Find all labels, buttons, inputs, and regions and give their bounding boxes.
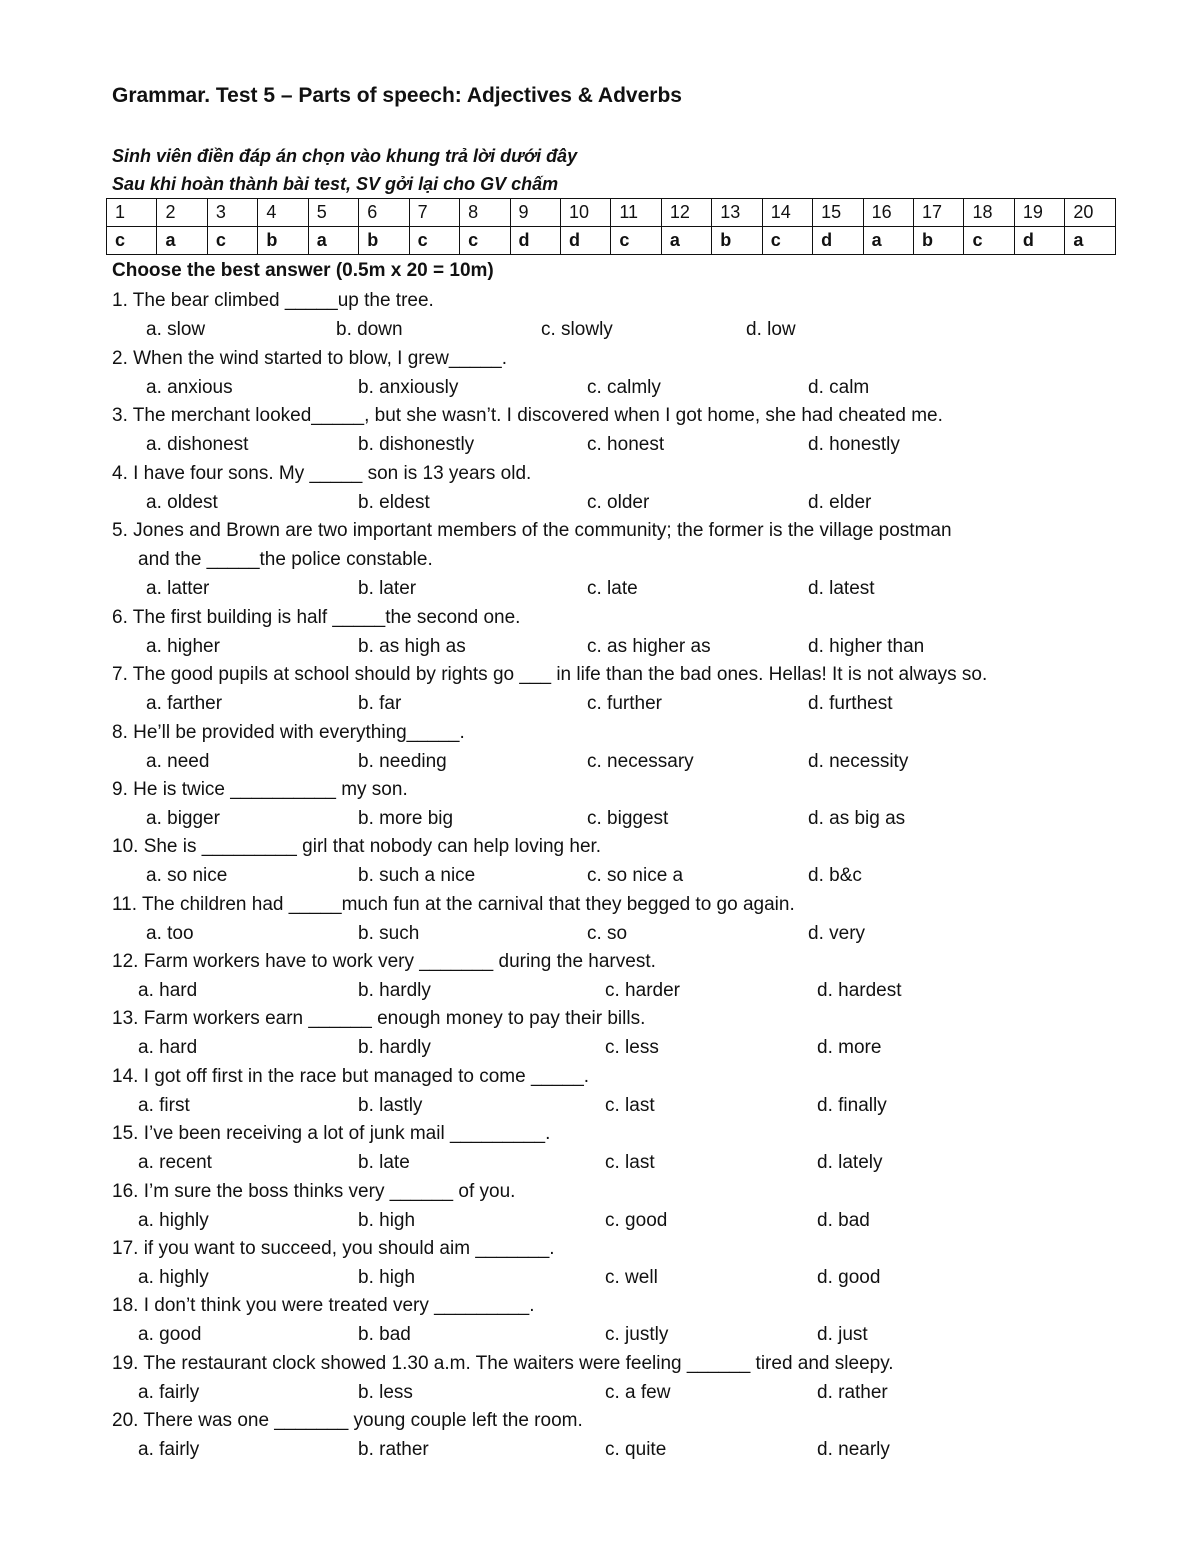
question-16-option-d[interactable]: d. bad [817,1209,870,1231]
question-19-option-d[interactable]: d. rather [817,1381,888,1403]
question-19-stem: 19. The restaurant clock showed 1.30 a.m. The waiters were feeling ______ tired and sleepy. [112,1353,894,1374]
question-7-option-c[interactable]: c. further [587,692,662,714]
question-14-option-b[interactable]: b. lastly [358,1094,423,1116]
answer-table-answer-cell: d [560,227,610,255]
question-20-option-c[interactable]: c. quite [605,1438,667,1460]
question-9-option-b[interactable]: b. more big [358,807,454,829]
answer-table-number-cell: 20 [1065,199,1116,227]
question-5-option-a[interactable]: a. latter [146,577,210,599]
answer-table-number-cell: 13 [712,199,762,227]
question-12-option-a[interactable]: a. hard [138,979,198,1001]
answer-table-answer-cell: c [409,227,459,255]
answer-table-answer-cell: b [359,227,409,255]
question-16-option-b[interactable]: b. high [358,1209,416,1231]
question-3-option-d[interactable]: d. honestly [808,433,900,455]
answer-table-answer-cell: b [914,227,964,255]
question-1-stem: 1. The bear climbed _____up the tree. [112,290,434,311]
question-13-stem: 13. Farm workers earn ______ enough money to pay their bills. [112,1008,646,1029]
question-13-option-c[interactable]: c. less [605,1036,659,1058]
question-4-stem: 4. I have four sons. My _____ son is 13 years old. [112,463,532,484]
answer-table-number-row [107,199,1116,227]
answer-table-answer-cell: d [1014,227,1064,255]
answer-table-answer-cell: c [207,227,257,255]
question-5-option-d[interactable]: d. latest [808,577,875,599]
question-9-option-a[interactable]: a. bigger [146,807,220,829]
question-12-option-c[interactable]: c. harder [605,979,680,1001]
page-title: Grammar. Test 5 – Parts of speech: Adjectives & Adverbs [112,84,682,107]
question-6-stem: 6. The first building is half _____the second one. [112,607,521,628]
question-2-option-a[interactable]: a. anxious [146,376,233,398]
answer-table-number-cell: 10 [560,199,610,227]
question-13-option-a[interactable]: a. hard [138,1036,198,1058]
question-20-option-d[interactable]: d. nearly [817,1438,890,1460]
question-17-option-a[interactable]: a. highly [138,1266,209,1288]
question-4-option-d[interactable]: d. elder [808,491,872,513]
question-3-option-c[interactable]: c. honest [587,433,665,455]
question-2-option-c[interactable]: c. calmly [587,376,661,398]
question-11-option-b[interactable]: b. such [358,922,420,944]
question-3-option-b[interactable]: b. dishonestly [358,433,475,455]
question-1-option-d[interactable]: d. low [746,318,796,340]
question-14-option-d[interactable]: d. finally [817,1094,887,1116]
question-6-option-a[interactable]: a. higher [146,635,220,657]
answer-table-number-cell: 16 [863,199,913,227]
question-18-option-c[interactable]: c. justly [605,1323,669,1345]
question-10-option-c[interactable]: c. so nice a [587,864,684,886]
answer-table-answer-cell: a [308,227,358,255]
question-14-option-a[interactable]: a. first [138,1094,190,1116]
answer-table-answer-cell: b [712,227,762,255]
question-5-stem-continued: and the _____the police constable. [138,548,433,570]
answer-table-number-cell: 3 [207,199,257,227]
question-5-option-b[interactable]: b. later [358,577,417,599]
question-8-option-d[interactable]: d. necessity [808,750,909,772]
question-8-option-c[interactable]: c. necessary [587,750,694,772]
answer-table-answer-cell: a [157,227,207,255]
instruction-line-2: Sau khi hoàn thành bài test, SV gởi lại cho GV chấm [112,174,559,194]
question-17-stem: 17. if you want to succeed, you should aim _______. [112,1238,555,1259]
question-7-stem: 7. The good pupils at school should by rights go ___ in life than the bad ones. Hellas! It is not always so. [112,664,988,685]
question-6-option-c[interactable]: c. as higher as [587,635,711,657]
question-19-option-c[interactable]: c. a few [605,1381,671,1403]
question-7-option-a[interactable]: a. farther [146,692,223,714]
question-16-option-c[interactable]: c. good [605,1209,668,1231]
question-4-option-a[interactable]: a. oldest [146,491,218,513]
question-2-option-b[interactable]: b. anxiously [358,376,459,398]
question-3-stem: 3. The merchant looked_____, but she wasn’t. I discovered when I got home, she had cheated me. [112,405,943,426]
answer-table-answer-cell: c [107,227,157,255]
question-15-stem: 15. I’ve been receiving a lot of junk mail _________. [112,1123,551,1144]
question-3-option-a[interactable]: a. dishonest [146,433,249,455]
question-10-option-d[interactable]: d. b&c [808,864,862,886]
question-6-option-d[interactable]: d. higher than [808,635,925,657]
question-13-option-b[interactable]: b. hardly [358,1036,431,1058]
question-15-option-c[interactable]: c. last [605,1151,655,1173]
answer-table-number-cell: 8 [460,199,510,227]
answer-table-number-cell: 4 [258,199,308,227]
question-10-stem: 10. She is _________ girl that nobody can help loving her. [112,836,602,857]
question-9-option-c[interactable]: c. biggest [587,807,669,829]
question-15-option-d[interactable]: d. lately [817,1151,883,1173]
question-12-option-d[interactable]: d. hardest [817,979,902,1001]
answer-table-number-cell: 12 [661,199,711,227]
question-18-option-d[interactable]: d. just [817,1323,868,1345]
question-4-option-b[interactable]: b. eldest [358,491,430,513]
question-14-option-c[interactable]: c. last [605,1094,655,1116]
question-11-option-c[interactable]: c. so [587,922,628,944]
question-13-option-d[interactable]: d. more [817,1036,882,1058]
question-9-stem: 9. He is twice __________ my son. [112,779,408,800]
answer-table-answer-cell: d [813,227,863,255]
answer-table-number-cell: 15 [813,199,863,227]
question-1-option-c[interactable]: c. slowly [541,318,613,340]
question-2-option-d[interactable]: d. calm [808,376,870,398]
question-1-option-a[interactable]: a. slow [146,318,206,340]
question-12-stem: 12. Farm workers have to work very _______ during the harvest. [112,951,656,972]
question-5-stem: 5. Jones and Brown are two important members of the community; the former is the village postman [112,520,952,541]
question-12-option-b[interactable]: b. hardly [358,979,431,1001]
question-7-option-d[interactable]: d. furthest [808,692,893,714]
question-6-option-b[interactable]: b. as high as [358,635,466,657]
question-10-option-a[interactable]: a. so nice [146,864,228,886]
question-5-option-c[interactable]: c. late [587,577,638,599]
question-8-option-a[interactable]: a. need [146,750,210,772]
answer-table-number-cell: 19 [1014,199,1064,227]
question-20-option-b[interactable]: b. rather [358,1438,429,1460]
question-20-stem: 20. There was one _______ young couple left the room. [112,1410,583,1431]
answer-table-number-cell: 18 [964,199,1014,227]
question-15-option-b[interactable]: b. late [358,1151,410,1173]
question-16-option-a[interactable]: a. highly [138,1209,209,1231]
answer-table-number-cell: 9 [510,199,560,227]
answer-table-number-cell: 5 [308,199,358,227]
answer-table-answer-cell: a [863,227,913,255]
question-17-option-b[interactable]: b. high [358,1266,416,1288]
question-4-option-c[interactable]: c. older [587,491,650,513]
question-19-option-b[interactable]: b. less [358,1381,413,1403]
answer-table [106,198,1116,255]
answer-table-number-cell: 1 [107,199,157,227]
question-18-stem: 18. I don’t think you were treated very _________. [112,1295,535,1316]
answer-table-number-cell: 6 [359,199,409,227]
question-1-option-b[interactable]: b. down [336,318,403,340]
question-10-option-b[interactable]: b. such a nice [358,864,476,886]
question-19-option-a[interactable]: a. fairly [138,1381,200,1403]
answer-table-answer-cell: a [661,227,711,255]
question-17-option-c[interactable]: c. well [605,1266,658,1288]
question-11-stem: 11. The children had _____much fun at the carnival that they begged to go again. [112,894,795,915]
instruction-line-1: Sinh viên điền đáp án chọn vào khung trả lời dưới đây [112,146,578,166]
question-17-option-d[interactable]: d. good [817,1266,881,1288]
answer-table-number-cell: 14 [762,199,812,227]
question-20-option-a[interactable]: a. fairly [138,1438,200,1460]
question-8-stem: 8. He’ll be provided with everything_____. [112,722,465,743]
answer-table-answer-cell: d [510,227,560,255]
question-7-option-b[interactable]: b. far [358,692,402,714]
question-11-option-a[interactable]: a. too [146,922,194,944]
answer-table-answer-cell: c [611,227,661,255]
answer-table-number-cell: 7 [409,199,459,227]
question-18-option-a[interactable]: a. good [138,1323,202,1345]
question-8-option-b[interactable]: b. needing [358,750,447,772]
answer-table-answer-row [107,227,1116,255]
question-15-option-a[interactable]: a. recent [138,1151,212,1173]
answer-table-answer-cell: a [1065,227,1116,255]
answer-table-number-cell: 17 [914,199,964,227]
question-11-option-d[interactable]: d. very [808,922,866,944]
section-heading: Choose the best answer (0.5m x 20 = 10m) [112,260,494,281]
question-2-stem: 2. When the wind started to blow, I grew_____. [112,348,508,369]
answer-table-answer-cell: c [964,227,1014,255]
answer-table-answer-cell: c [460,227,510,255]
question-16-stem: 16. I’m sure the boss thinks very ______ of you. [112,1181,516,1202]
question-14-stem: 14. I got off first in the race but managed to come _____. [112,1066,590,1087]
answer-table-answer-cell: c [762,227,812,255]
answer-table-answer-cell: b [258,227,308,255]
question-18-option-b[interactable]: b. bad [358,1323,411,1345]
answer-table-number-cell: 2 [157,199,207,227]
question-9-option-d[interactable]: d. as big as [808,807,906,829]
answer-table-number-cell: 11 [611,199,661,227]
